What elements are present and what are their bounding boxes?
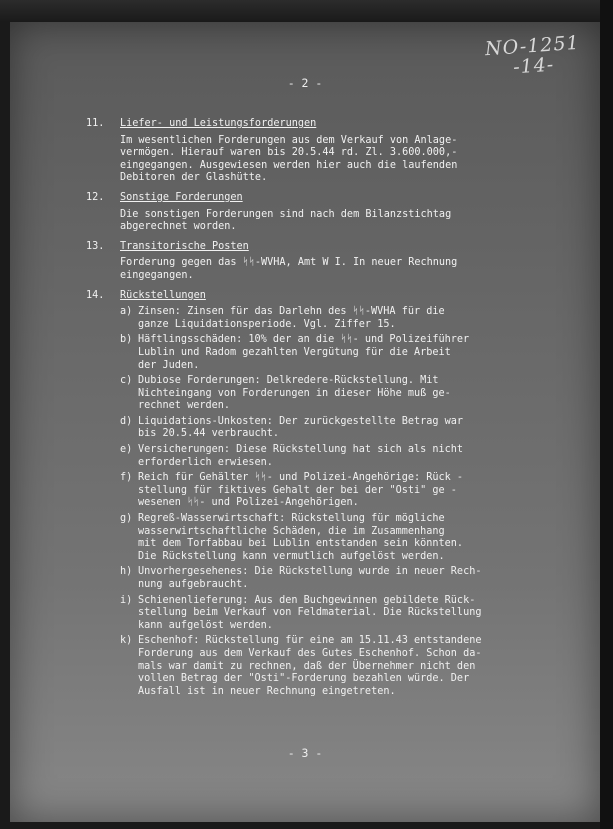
list-item	[120, 566, 546, 591]
archive-ref-line-1: NO-1251	[484, 31, 581, 61]
section-heading	[86, 241, 546, 254]
section-heading	[86, 192, 546, 205]
list-item	[120, 334, 546, 372]
section-paragraph: Forderung gegen das ᛋᛋ-WVHA, Amt W I. In neuer Rechnung eingegangen.	[120, 257, 458, 281]
list-item-letter: i)	[120, 594, 133, 606]
list-item-letter: f)	[120, 472, 133, 484]
section-title: Transitorische Posten	[120, 240, 249, 252]
page-number-bottom: - 3 -	[287, 746, 323, 760]
section-title: Liefer- und Leistungsforderungen	[120, 118, 317, 129]
section-number: 11.	[86, 118, 105, 129]
page-number-top: - 2 -	[287, 76, 323, 90]
section-12	[86, 192, 546, 234]
list-item	[120, 472, 546, 510]
section-14	[86, 290, 546, 699]
scan-top-edge	[0, 0, 613, 22]
list-item-text: Dubiose Forderungen: Delkredere-Rückstellung. Mit Nichteingang von Forderungen in dieser Höhe muß ge- rechnet werden.	[138, 375, 451, 412]
list-item-letter: h)	[120, 566, 133, 578]
list-item	[120, 444, 546, 469]
document-body	[86, 118, 546, 705]
list-item-text: Reich für Gehälter ᛋᛋ- und Polizei-Angehörige: Rück - stellung für fiktives Gehalt der bei der "Osti" ge - wesenen ᛋᛋ- und Polizei-Angehörigen.	[138, 472, 464, 509]
list-item-letter: a)	[120, 306, 133, 318]
list-item-letter: e)	[120, 444, 133, 456]
list-item-text: Liquidations-Unkosten: Der zurückgestellte Betrag war bis 20.5.44 verbraucht.	[138, 415, 464, 440]
list-item-letter: b)	[120, 334, 133, 346]
archive-ref-line-2: -14-	[512, 53, 555, 79]
section-heading	[86, 290, 546, 303]
list-item	[120, 375, 546, 413]
list-item	[120, 416, 546, 441]
list-item-text: Zinsen: Zinsen für das Darlehn des ᛋᛋ-WVHA für die ganze Liquidationsperiode. Vgl. Ziffer 15.	[138, 306, 445, 330]
list-item-text: Schienenlieferung: Aus den Buchgewinnen gebildete Rück- stellung beim Verkauf von Feldmaterial. Die Rückstellung kann aufgelöst werden.	[138, 594, 482, 631]
section-number: 13.	[86, 240, 105, 252]
section-title: Rückstellungen	[120, 289, 206, 301]
list-item	[120, 595, 546, 633]
list-item-text: Häftlingsschäden: 10% der an die ᛋᛋ- und Polizeiführer Lublin und Radom gezahlten Vergütung für die Arbeit der Juden.	[138, 334, 470, 371]
scan-right-edge	[600, 0, 613, 829]
list-item-letter: g)	[120, 513, 133, 525]
list-item-letter: c)	[120, 375, 133, 387]
list-item	[120, 513, 546, 563]
list-item-text: Eschenhof: Rückstellung für eine am 15.11.43 entstandene Forderung aus dem Verkauf des Gutes Eschenhof. Schon da- mals war damit zu rechnen, daß der Übernehmer nicht den vollen Betrag der "Osti"-Forderung bezahlen würde. Der Ausfall ist in neuer Rechnung eingetreten.	[138, 635, 482, 697]
section-11	[86, 118, 546, 185]
section-number: 12.	[86, 191, 105, 203]
section-paragraph: Im wesentlichen Forderungen aus dem Verkauf von Anlage- vermögen. Hierauf waren bis 20.5.44 rd. Zl. 3.600.000,- eingegangen. Ausgewiesen werden hier auch die laufenden Debitoren der Glashütte.	[120, 134, 458, 184]
list-item-letter: k)	[120, 635, 133, 647]
section-number: 14.	[86, 289, 105, 301]
archive-reference-handwritten	[477, 32, 590, 80]
document-page	[10, 22, 600, 822]
section-heading	[86, 118, 546, 131]
list-item	[120, 635, 546, 698]
section-paragraph: Die sonstigen Forderungen sind nach dem Bilanzstichtag abgerechnet worden.	[120, 208, 452, 233]
list-item-text: Unvorhergesehenes: Die Rückstellung wurde in neuer Rech- nung aufgebraucht.	[138, 566, 482, 590]
section-title: Sonstige Forderungen	[120, 191, 243, 203]
list-item	[120, 306, 546, 331]
list-item-text: Versicherungen: Diese Rückstellung hat sich als nicht erforderlich erwiesen.	[138, 444, 464, 468]
list-item-letter: d)	[120, 415, 133, 427]
list-item-text: Regreß-Wasserwirtschaft: Rückstellung für mögliche wasserwirtschaftliche Schäden, die im Zusammenhang mit dem Torfabbau bei Lublin entstanden sein könnten. Die Rückstellung kann vermutlich aufgelöst werden.	[138, 513, 464, 562]
section-13	[86, 241, 546, 283]
